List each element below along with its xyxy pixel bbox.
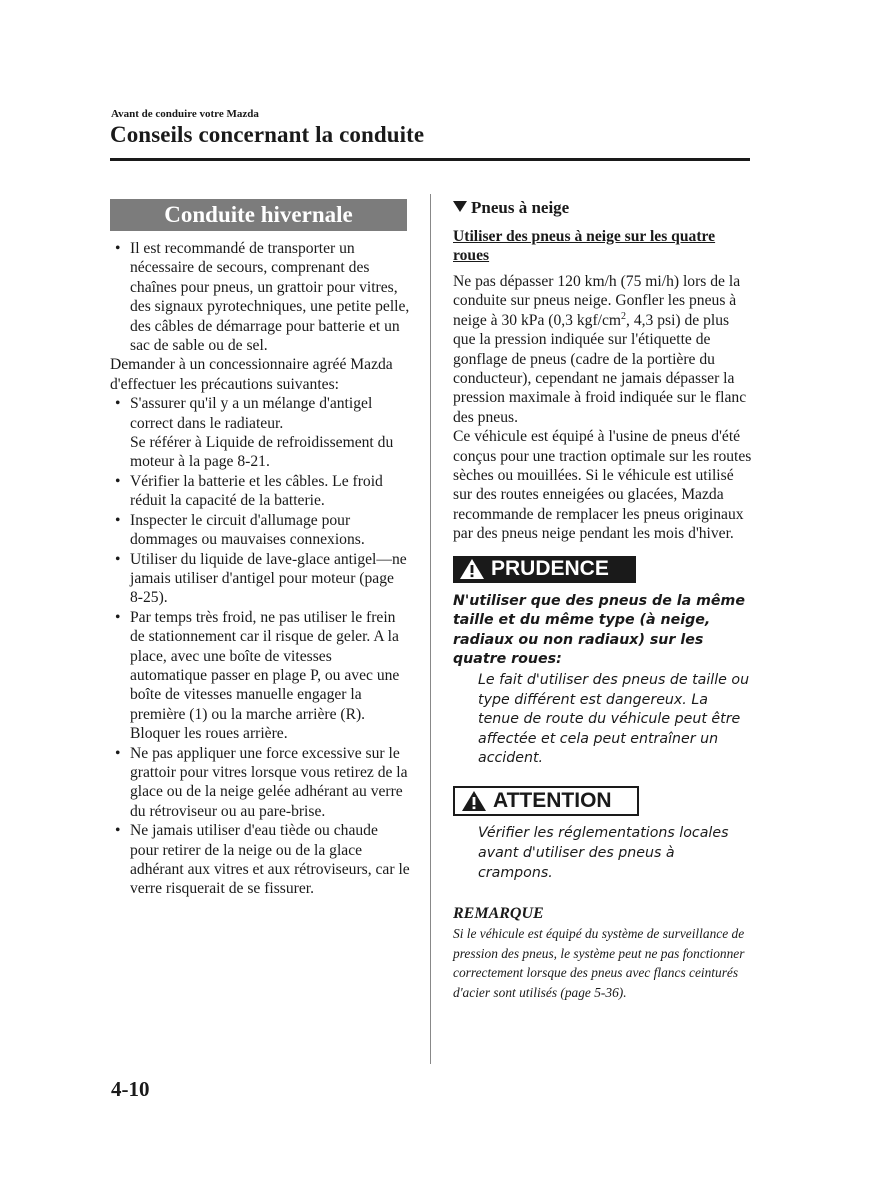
- list-item: • Par temps très froid, ne pas utiliser le frein de stationnement car il risque de geler. A la place, avec une boîte de vitesses automatique passer en plage P, ou avec une boîte de vitesses manuelle engager la première (1) ou la marche arrière (R). Bloquer les roues arrière.: [110, 608, 410, 744]
- title-rule: [110, 158, 750, 161]
- list-item: • Inspecter le circuit d'allumage pour dommages ou mauvaises connexions.: [110, 511, 410, 550]
- list-item: • Vérifier la batterie et les câbles. Le froid réduit la capacité de la batterie.: [110, 472, 410, 511]
- factory-tires-paragraph: Ce véhicule est équipé à l'usine de pneus d'été conçus pour une traction optimale sur les routes sèches ou mouillées. Si le véhicule est utilisé sur des routes enneigées ou glacées, Mazda recommande de remplacer les pneus originaux par des pneus neige pendant les mois d'hiver.: [453, 428, 752, 543]
- prudence-lead: N'utiliser que des pneus de la même taille et du même type (à neige, radiaux ou non radiaux) sur les quatre roues:: [453, 592, 745, 668]
- section-banner: Conduite hivernale: [110, 199, 407, 231]
- note-title: REMARQUE: [453, 905, 544, 923]
- list-item: • Ne jamais utiliser d'eau tiède ou chaude pour retirer de la neige ou de la glace adhérant aux vitres et aux rétroviseurs, car le verre risquerait de se fissurer.: [110, 821, 410, 899]
- column-divider: [430, 194, 431, 1064]
- attention-body: Vérifier les réglementations locales avant d'utiliser des pneus à crampons.: [478, 825, 729, 881]
- page-title: Conseils concernant la conduite: [110, 122, 425, 147]
- right-column: [453, 197, 753, 1003]
- prudence-badge: [453, 556, 636, 583]
- subheading-text: Pneus à neige: [471, 198, 570, 217]
- section-label: Avant de conduire votre Mazda: [111, 108, 259, 120]
- paragraph-text: Ne pas dépasser 120 km/h (75 mi/h) lors de la conduite sur pneus neige. Gonfler les pneus à neige à 30 kPa (0,3 kgf/cm: [453, 273, 741, 329]
- note-body: Si le véhicule est équipé du système de surveillance de pression des pneus, le système peut ne pas fonctionner correctement lorsque des pneus avec flancs ceinturés d'acier sont utilisés (page 5-36).: [453, 926, 745, 1000]
- warning-triangle-icon: [461, 790, 487, 812]
- list-item: • Ne pas appliquer une force excessive sur le grattoir pour vitres lorsque vous retirez de la glace ou de la neige gelée adhérant au verre du rétroviseur ou au pare-brise.: [110, 744, 410, 822]
- attention-badge: [453, 786, 639, 816]
- paragraph-text: , 4,3 psi) de plus que la pression indiquée sur l'étiquette de gonflage de pneus (cadre de la portière du conducteur), cependant ne jamais dépasser la pression maximale à froid indiquée sur le flanc des pneus.: [453, 311, 747, 426]
- warning-triangle-icon: [459, 558, 485, 580]
- prudence-body: Le fait d'utiliser des pneus de taille ou type différent est dangereux. La tenue de route du véhicule peut être affectée et cela peut entraîner un accident.: [478, 671, 750, 767]
- attention-label: ATTENTION: [493, 789, 612, 813]
- page-number: 4-10: [111, 1077, 150, 1101]
- precautions-intro: Demander à un concessionnaire agréé Mazda d'effectuer les précautions suivantes:: [110, 356, 393, 393]
- precautions-list: [110, 394, 410, 899]
- pressure-paragraph: [453, 272, 753, 427]
- subheading: [453, 197, 753, 219]
- list-item-reference: Se référer à Liquide de refroidissement du moteur à la page 8-21.: [130, 434, 394, 471]
- intro-list: [110, 239, 410, 355]
- superscript: 2: [621, 310, 627, 322]
- list-item: [110, 394, 410, 472]
- list-item: • Utiliser du liquide de lave-glace antigel—ne jamais utiliser d'antigel pour moteur (page 8-25).: [110, 550, 410, 608]
- down-triangle-icon: [453, 201, 467, 212]
- left-column: [110, 239, 410, 899]
- prudence-label: PRUDENCE: [491, 557, 609, 581]
- list-item-text: S'assurer qu'il y a un mélange d'antigel correct dans le radiateur.: [130, 395, 373, 432]
- list-item: • Il est recommandé de transporter un nécessaire de secours, comprenant des chaînes pour pneus, un grattoir pour vitres, des signaux pyrotechniques, une petite pelle, des câbles de démarrage pour batterie et un sac de sable ou de sel.: [110, 239, 410, 355]
- subtitle: Utiliser des pneus à neige sur les quatre roues: [453, 228, 716, 264]
